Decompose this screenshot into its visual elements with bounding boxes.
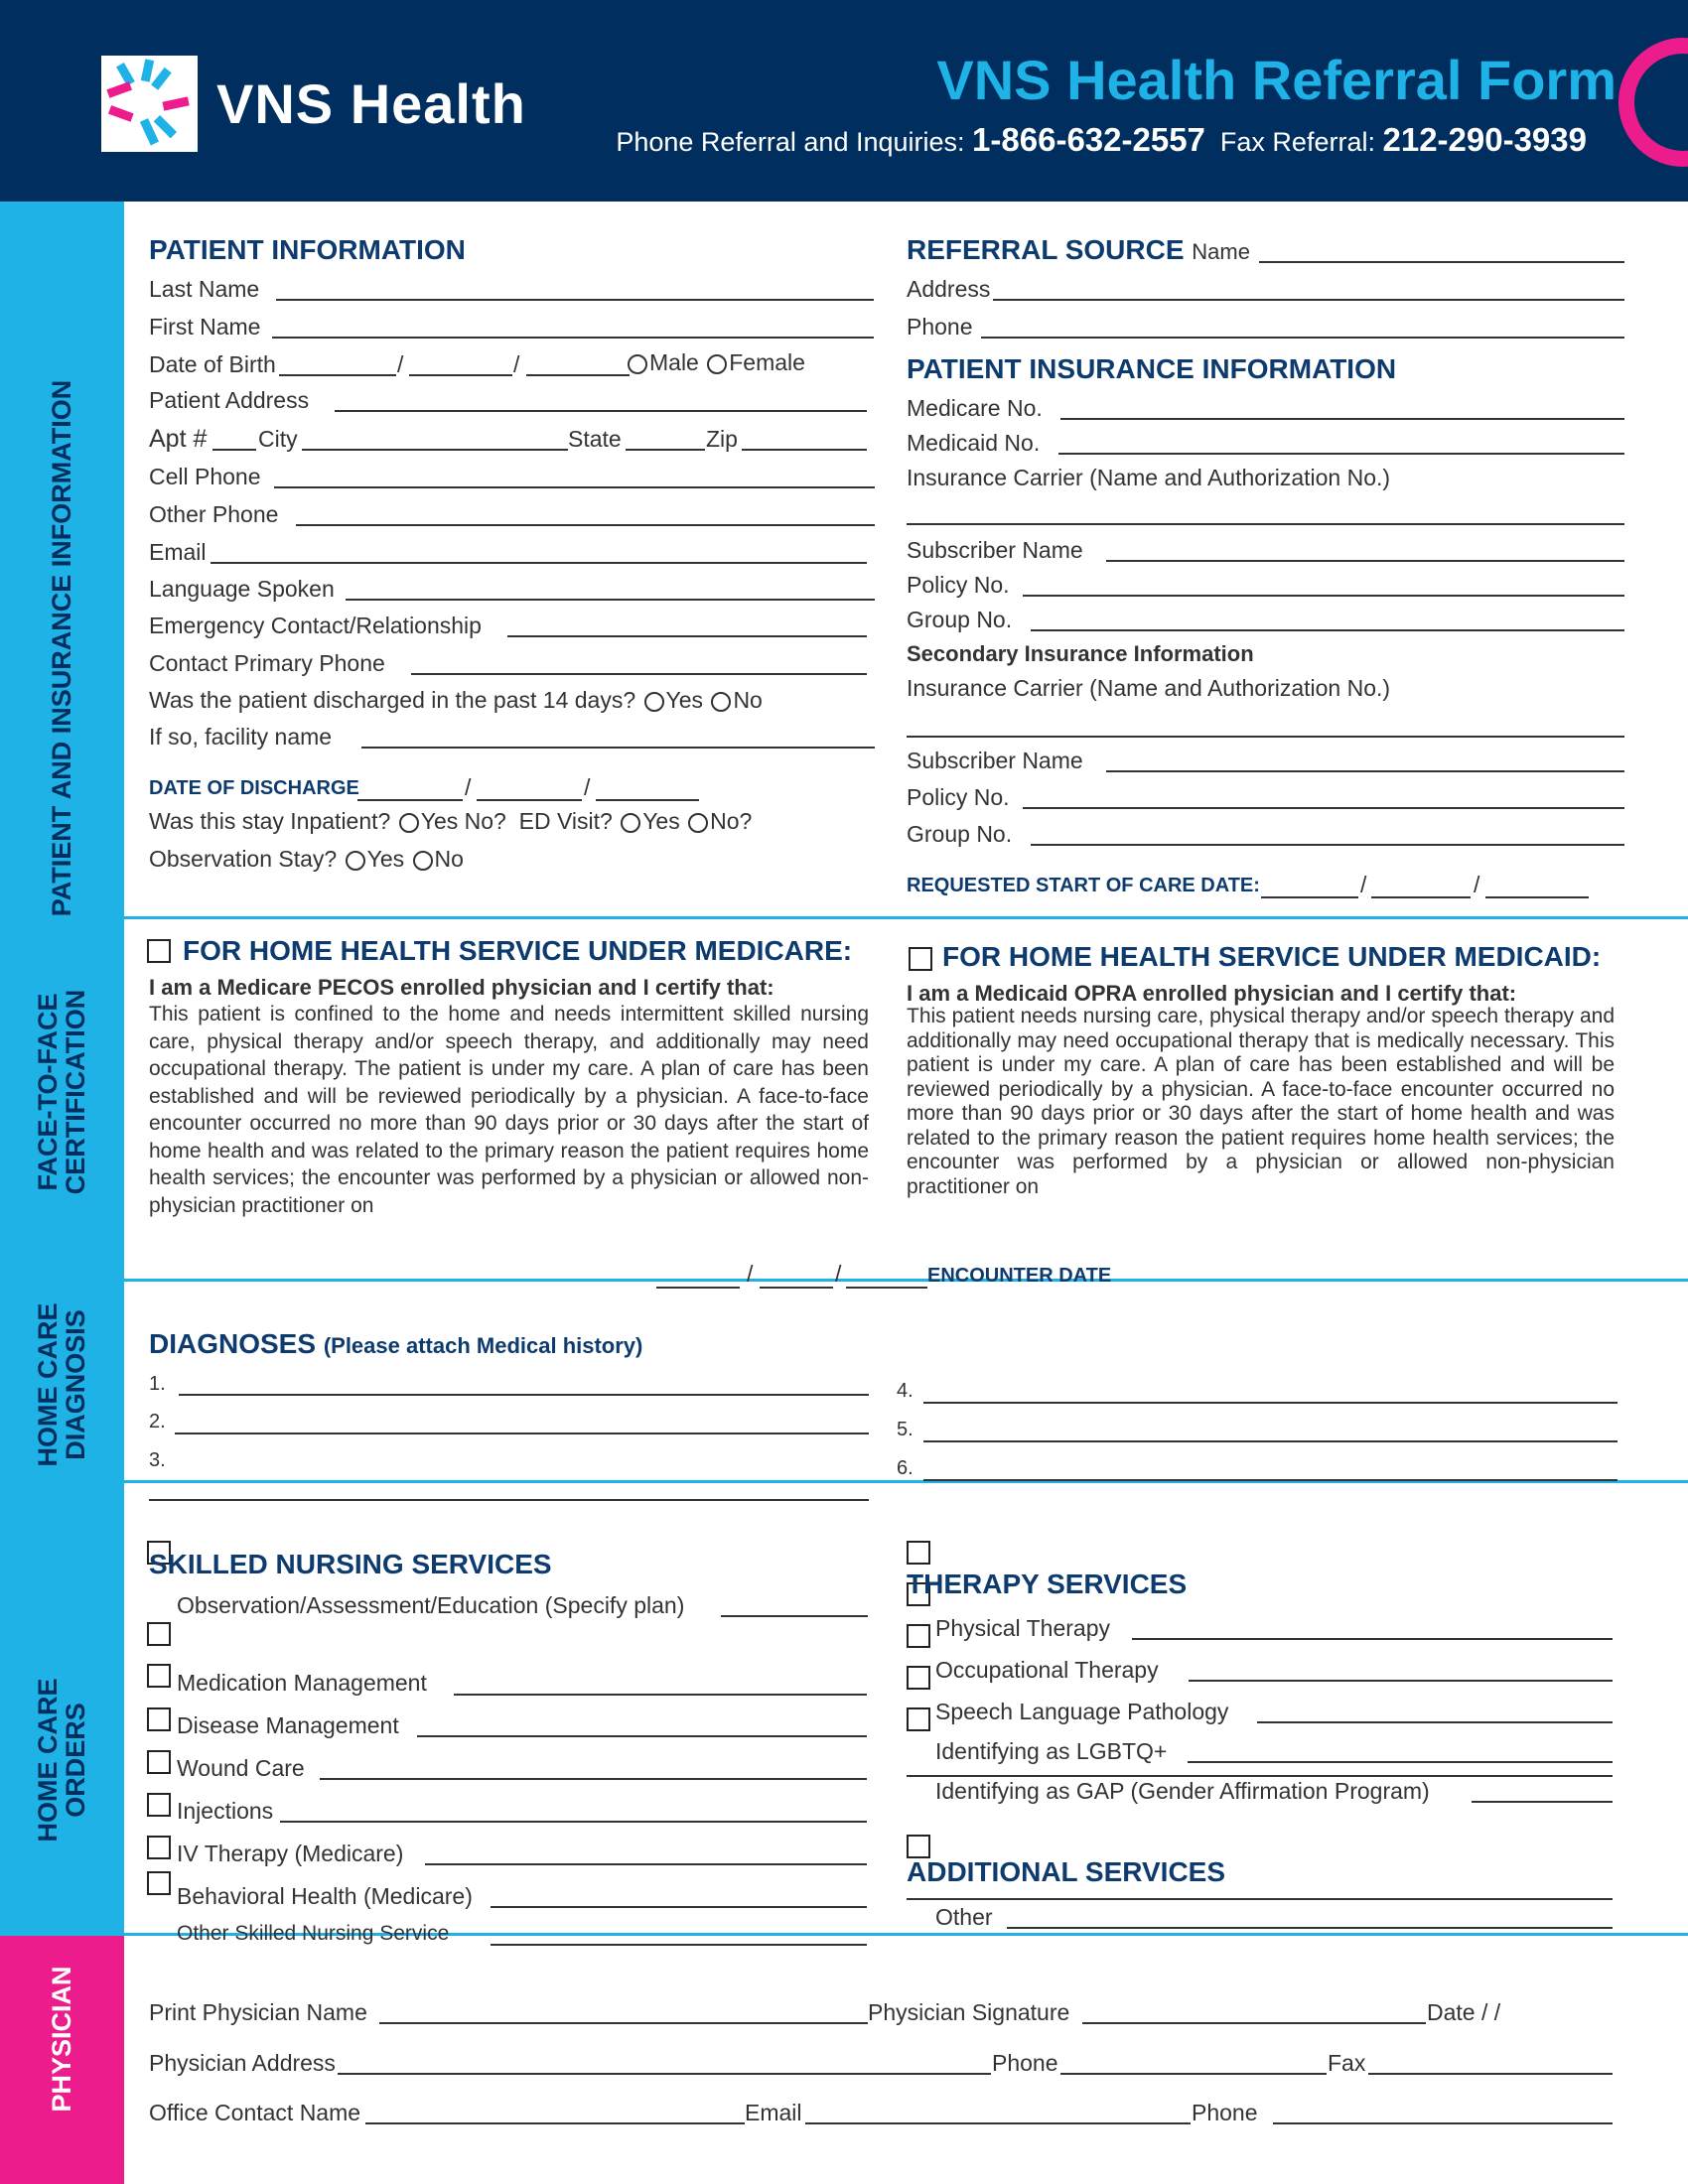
inpatient-label: Was this stay Inpatient? xyxy=(149,808,391,834)
diagnosis-3-field[interactable] xyxy=(149,1499,869,1501)
diagnoses-heading-text: DIAGNOSES xyxy=(149,1328,317,1359)
referral-address-field[interactable] xyxy=(993,299,1624,301)
referral-name-label: Name xyxy=(1192,239,1250,264)
physician-address-label: Physician Address xyxy=(149,2050,336,2076)
diagnosis-number-3: 3. xyxy=(149,1449,166,1471)
print-physician-name-label: Print Physician Name xyxy=(149,1999,367,2025)
cell-phone-field[interactable] xyxy=(274,486,875,488)
additional-other-field[interactable] xyxy=(1007,1927,1613,1929)
yes-label: Yes xyxy=(642,808,680,834)
medicare-field[interactable] xyxy=(1060,418,1624,420)
encounter-date-label: ENCOUNTER DATE xyxy=(927,1265,1112,1287)
first-name-field[interactable] xyxy=(272,337,874,339)
diagnoses-heading xyxy=(149,1328,642,1360)
referral-phone-field[interactable] xyxy=(981,337,1624,339)
ed-no-radio[interactable] xyxy=(688,813,708,833)
gender-options xyxy=(626,349,805,376)
carrier-field[interactable] xyxy=(907,523,1624,525)
apt-label: Apt # xyxy=(149,425,208,453)
diagnosis-6-field[interactable] xyxy=(923,1479,1618,1481)
referral-phone-label: Phone xyxy=(907,314,973,340)
state-field[interactable] xyxy=(626,449,705,451)
stay-type-question xyxy=(149,808,752,835)
diagnosis-number-2: 2. xyxy=(149,1411,166,1433)
decorative-arc xyxy=(1618,38,1688,167)
no-q-label: No? xyxy=(464,808,506,834)
contact-phone-field[interactable] xyxy=(411,673,867,675)
occupational-therapy-field[interactable] xyxy=(1189,1680,1613,1682)
subscriber-field[interactable] xyxy=(1106,560,1624,562)
observation-stay-question xyxy=(149,846,464,873)
referral-address-label: Address xyxy=(907,276,991,302)
discharged-no-radio[interactable] xyxy=(711,692,731,712)
date-slash: / xyxy=(1474,872,1480,897)
speech-therapy-checkbox[interactable] xyxy=(907,1707,930,1731)
band-label-f2f: FACE-TO-FACE CERTIFICATION xyxy=(33,989,90,1195)
lgbtq-label: Identifying as LGBTQ+ xyxy=(935,1738,1168,1764)
contact-phone-label: Contact Primary Phone xyxy=(149,650,385,676)
divider xyxy=(0,1279,1688,1282)
diagnosis-5-field[interactable] xyxy=(923,1440,1618,1442)
office-email-field[interactable] xyxy=(805,2122,1191,2124)
medicare-text: This patient is confined to the home and needs intermittent skilled nursing care, physical therapy and/or speech therapy, and additionally may need occupational therapy. The patient is under my care. A plan of care has been established and will be reviewed periodically by a physician. A face-to-face encounter occurred no more than 90 days prior or 30 days after the start of home health and was related to the primary reason the patient requires home health services; the encounter was performed by a physician or allowed non-physician practitioner on xyxy=(149,1003,869,1217)
emergency-contact-field[interactable] xyxy=(507,635,867,637)
no-q-label: No? xyxy=(710,808,753,834)
medicare-heading: FOR HOME HEALTH SERVICE UNDER MEDICARE: xyxy=(183,935,853,966)
band-f2f xyxy=(0,918,124,1281)
physician-signature-label: Physician Signature xyxy=(868,1999,1070,2025)
inpatient-yes-radio[interactable] xyxy=(399,813,419,833)
patient-info-heading: PATIENT INFORMATION xyxy=(149,234,466,265)
skilled-nursing-heading: SKILLED NURSING SERVICES xyxy=(149,1549,552,1579)
physician-phone-label: Phone xyxy=(992,2050,1058,2076)
medicare-certify: I am a Medicare PECOS enrolled physician and I certify that: xyxy=(149,975,774,1000)
injections-checkbox[interactable] xyxy=(147,1793,171,1817)
office-contact-label: Office Contact Name xyxy=(149,2100,361,2125)
secondary-subscriber-field[interactable] xyxy=(1106,770,1624,772)
band-patient xyxy=(0,202,124,918)
header-contact-line xyxy=(616,121,1587,159)
apt-field[interactable] xyxy=(212,449,256,451)
male-radio[interactable] xyxy=(628,354,647,374)
city-field[interactable] xyxy=(302,449,568,451)
dob-month-field[interactable] xyxy=(279,374,396,376)
office-email-label: Email xyxy=(745,2100,802,2125)
dob-label: Date of Birth xyxy=(149,351,276,377)
medicaid-checkbox[interactable] xyxy=(909,947,932,971)
physician-date-label: Date / / xyxy=(1427,1999,1501,2025)
state-label: State xyxy=(568,426,622,452)
therapy-heading: THERAPY SERVICES xyxy=(907,1569,1188,1599)
referral-name-field[interactable] xyxy=(1259,261,1624,263)
date-slash: / xyxy=(584,774,591,800)
wound-checkbox[interactable] xyxy=(147,1750,171,1774)
medicare-checkbox[interactable] xyxy=(147,939,171,963)
lgbtq-field[interactable] xyxy=(1188,1761,1613,1763)
therapy-divider-line xyxy=(907,1775,1613,1777)
occupational-therapy-label: Occupational Therapy xyxy=(935,1657,1159,1683)
band-label-patient: PATIENT AND INSURANCE INFORMATION xyxy=(47,379,76,917)
diagnosis-4-field[interactable] xyxy=(923,1402,1618,1404)
start-of-care-year-field[interactable] xyxy=(1485,896,1589,898)
diagnosis-1-field[interactable] xyxy=(179,1394,869,1396)
female-radio[interactable] xyxy=(707,354,727,374)
referral-source-heading xyxy=(907,234,1250,266)
band-label-diagnosis: HOME CARE DIAGNOSIS xyxy=(33,1302,90,1467)
secondary-policy-field[interactable] xyxy=(1023,807,1624,809)
medication-field[interactable] xyxy=(454,1694,867,1696)
discharge-day-field[interactable] xyxy=(477,799,582,801)
email-label: Email xyxy=(149,539,207,565)
disease-label: Disease Management xyxy=(177,1712,399,1738)
observation-field[interactable] xyxy=(721,1615,868,1617)
observation-label: Observation Stay? xyxy=(149,846,338,872)
injections-field[interactable] xyxy=(280,1821,867,1823)
physical-therapy-field[interactable] xyxy=(1132,1638,1613,1640)
insurance-heading: PATIENT INSURANCE INFORMATION xyxy=(907,353,1397,384)
observation-no-radio[interactable] xyxy=(413,851,433,871)
logo-wordmark: VNS Health xyxy=(216,72,526,135)
disease-field[interactable] xyxy=(417,1735,867,1737)
band-label-physician: PHYSICIAN xyxy=(47,1966,76,2113)
last-name-field[interactable] xyxy=(276,299,874,301)
secondary-policy-label: Policy No. xyxy=(907,784,1010,810)
encounter-month-field[interactable] xyxy=(656,1287,740,1289)
header-banner xyxy=(0,0,1688,202)
group-label: Group No. xyxy=(907,607,1013,632)
city-label: City xyxy=(258,426,298,452)
date-slash: / xyxy=(397,351,404,377)
diagnoses-note: (Please attach Medical history) xyxy=(323,1333,643,1358)
start-of-care-day-field[interactable] xyxy=(1371,896,1471,898)
date-slash: / xyxy=(835,1261,842,1287)
medication-checkbox[interactable] xyxy=(147,1664,171,1688)
injections-label: Injections xyxy=(177,1798,274,1824)
iv-therapy-field[interactable] xyxy=(425,1863,867,1865)
yes-label: Yes xyxy=(420,808,459,834)
subscriber-label: Subscriber Name xyxy=(907,537,1083,563)
physician-address-field[interactable] xyxy=(338,2073,991,2075)
referral-heading-text: REFERRAL SOURCE xyxy=(907,234,1185,265)
behavioral-label: Behavioral Health (Medicare) xyxy=(177,1883,473,1909)
additional-services-checkbox[interactable] xyxy=(907,1835,930,1858)
female-label: Female xyxy=(729,349,805,375)
print-physician-name-field[interactable] xyxy=(379,2022,868,2024)
office-contact-field[interactable] xyxy=(365,2122,745,2124)
diagnosis-number-1: 1. xyxy=(149,1373,166,1395)
first-name-label: First Name xyxy=(149,314,261,340)
medicaid-text: This patient needs nursing care, physical therapy and/or speech therapy and additionally may need occupational therapy that is medically necessary. This patient is under my care. A plan of care has been established and will be reviewed periodically by a physician. A face-to-face encounter occurred no more than 90 days prior or 30 days after the start of home health and was related to the primary reason the patient requires home health services; the encounter was performed by a physician or allowed non-physician practitioner on xyxy=(907,1005,1615,1198)
email-field[interactable] xyxy=(211,562,867,564)
date-slash: / xyxy=(1360,872,1367,897)
secondary-group-field[interactable] xyxy=(1031,844,1624,846)
iv-therapy-label: IV Therapy (Medicare) xyxy=(177,1841,404,1866)
additional-other-label: Other xyxy=(935,1904,993,1930)
discharge-date-label: DATE OF DISCHARGE xyxy=(149,777,359,799)
observation-yes-radio[interactable] xyxy=(346,851,365,871)
band-orders xyxy=(0,1482,124,1935)
diagnosis-number-4: 4. xyxy=(897,1380,914,1402)
secondary-subscriber-label: Subscriber Name xyxy=(907,748,1083,773)
start-of-care-label: REQUESTED START OF CARE DATE: xyxy=(907,875,1260,896)
patient-address-label: Patient Address xyxy=(149,387,310,413)
starburst-icon xyxy=(101,56,198,152)
divider xyxy=(0,916,1688,919)
fax-label: Fax Referral: xyxy=(1219,127,1375,157)
language-label: Language Spoken xyxy=(149,576,335,602)
gap-label: Identifying as GAP (Gender Affirmation Program) xyxy=(935,1778,1430,1804)
medication-label: Medication Management xyxy=(177,1670,427,1696)
discharged-question xyxy=(149,687,763,714)
secondary-group-label: Group No. xyxy=(907,821,1013,847)
physician-phone-field[interactable] xyxy=(1060,2073,1327,2075)
medicaid-field[interactable] xyxy=(1058,453,1624,455)
observation-label: Observation/Assessment/Education (Specify plan) xyxy=(177,1592,685,1618)
policy-label: Policy No. xyxy=(907,572,1010,598)
ed-yes-radio[interactable] xyxy=(621,813,640,833)
dob-day-field[interactable] xyxy=(409,374,512,376)
fax-number: 212-290-3939 xyxy=(1382,121,1587,158)
behavioral-field[interactable] xyxy=(491,1906,867,1908)
occupational-therapy-checkbox[interactable] xyxy=(907,1666,930,1690)
encounter-year-field[interactable] xyxy=(846,1287,927,1289)
additional-services-heading: ADDITIONAL SERVICES xyxy=(907,1856,1226,1887)
band-diagnosis xyxy=(0,1281,124,1482)
discharged-label: Was the patient discharged in the past 14 days? xyxy=(149,687,636,713)
office-phone-label: Phone xyxy=(1192,2100,1258,2125)
wound-label: Wound Care xyxy=(177,1755,305,1781)
physician-signature-field[interactable] xyxy=(1082,2022,1426,2024)
patient-address-field[interactable] xyxy=(335,410,867,412)
language-field[interactable] xyxy=(346,599,875,601)
facility-label: If so, facility name xyxy=(149,724,333,750)
medicaid-label: Medicaid No. xyxy=(907,430,1041,456)
disease-checkbox[interactable] xyxy=(147,1707,171,1731)
phone-number: 1-866-632-2557 xyxy=(972,121,1205,158)
male-label: Male xyxy=(649,349,699,375)
diagnosis-number-6: 6. xyxy=(897,1457,914,1479)
physical-therapy-label: Physical Therapy xyxy=(935,1615,1110,1641)
physical-therapy-checkbox[interactable] xyxy=(907,1624,930,1648)
physician-fax-label: Fax xyxy=(1328,2050,1366,2076)
secondary-carrier-field[interactable] xyxy=(907,736,1624,738)
physician-fax-field[interactable] xyxy=(1368,2073,1613,2075)
speech-therapy-field[interactable] xyxy=(1257,1721,1613,1723)
secondary-insurance-heading: Secondary Insurance Information xyxy=(907,641,1254,666)
date-slash: / xyxy=(513,351,520,377)
form-title: VNS Health Referral Form xyxy=(936,49,1617,111)
speech-therapy-label: Speech Language Pathology xyxy=(935,1699,1229,1724)
group-field[interactable] xyxy=(1031,629,1624,631)
no-label: No xyxy=(733,687,763,713)
medicaid-certify: I am a Medicaid OPRA enrolled physician and I certify that: xyxy=(907,981,1517,1006)
additional-divider-line xyxy=(907,1898,1613,1900)
date-slash: / xyxy=(465,774,472,800)
date-slash: / xyxy=(747,1261,754,1287)
cell-phone-label: Cell Phone xyxy=(149,464,261,489)
discharged-yes-radio[interactable] xyxy=(644,692,664,712)
wound-field[interactable] xyxy=(320,1778,867,1780)
facility-field[interactable] xyxy=(361,747,875,749)
ed-visit-label: ED Visit? xyxy=(518,808,613,834)
no-label: No xyxy=(434,846,464,872)
yes-label: Yes xyxy=(665,687,704,713)
medicare-label: Medicare No. xyxy=(907,395,1043,421)
other-nursing-label: Other Skilled Nursing Service xyxy=(177,1922,450,1945)
start-of-care-month-field[interactable] xyxy=(1261,896,1358,898)
iv-therapy-checkbox[interactable] xyxy=(147,1836,171,1859)
discharge-month-field[interactable] xyxy=(357,799,463,801)
medicaid-heading: FOR HOME HEALTH SERVICE UNDER MEDICAID: xyxy=(942,941,1602,972)
diagnosis-number-5: 5. xyxy=(897,1419,914,1440)
dob-year-field[interactable] xyxy=(526,374,630,376)
other-phone-label: Other Phone xyxy=(149,501,279,527)
other-phone-field[interactable] xyxy=(296,524,875,526)
band-label-orders: HOME CARE ORDERS xyxy=(33,1678,90,1843)
emergency-contact-label: Emergency Contact/Relationship xyxy=(149,613,482,638)
encounter-day-field[interactable] xyxy=(760,1287,833,1289)
vns-logo-mark xyxy=(101,56,198,152)
band-physician xyxy=(0,1935,124,2184)
policy-field[interactable] xyxy=(1023,595,1624,597)
other-nursing-field[interactable] xyxy=(491,1944,867,1946)
yes-label: Yes xyxy=(366,846,405,872)
discharge-year-field[interactable] xyxy=(596,799,699,801)
diagnosis-2-field[interactable] xyxy=(175,1433,869,1434)
office-phone-field[interactable] xyxy=(1273,2122,1613,2124)
zip-label: Zip xyxy=(706,426,738,452)
zip-field[interactable] xyxy=(742,449,867,451)
behavioral-checkbox[interactable] xyxy=(147,1871,171,1895)
carrier-label: Insurance Carrier (Name and Authorization No.) xyxy=(907,465,1391,490)
therapy-checkbox[interactable] xyxy=(907,1541,930,1565)
last-name-label: Last Name xyxy=(149,276,260,302)
secondary-carrier-label: Insurance Carrier (Name and Authorization No.) xyxy=(907,675,1391,701)
gap-field[interactable] xyxy=(1472,1801,1613,1803)
phone-label: Phone Referral and Inquiries: xyxy=(616,127,965,157)
observation-checkbox[interactable] xyxy=(147,1622,171,1646)
